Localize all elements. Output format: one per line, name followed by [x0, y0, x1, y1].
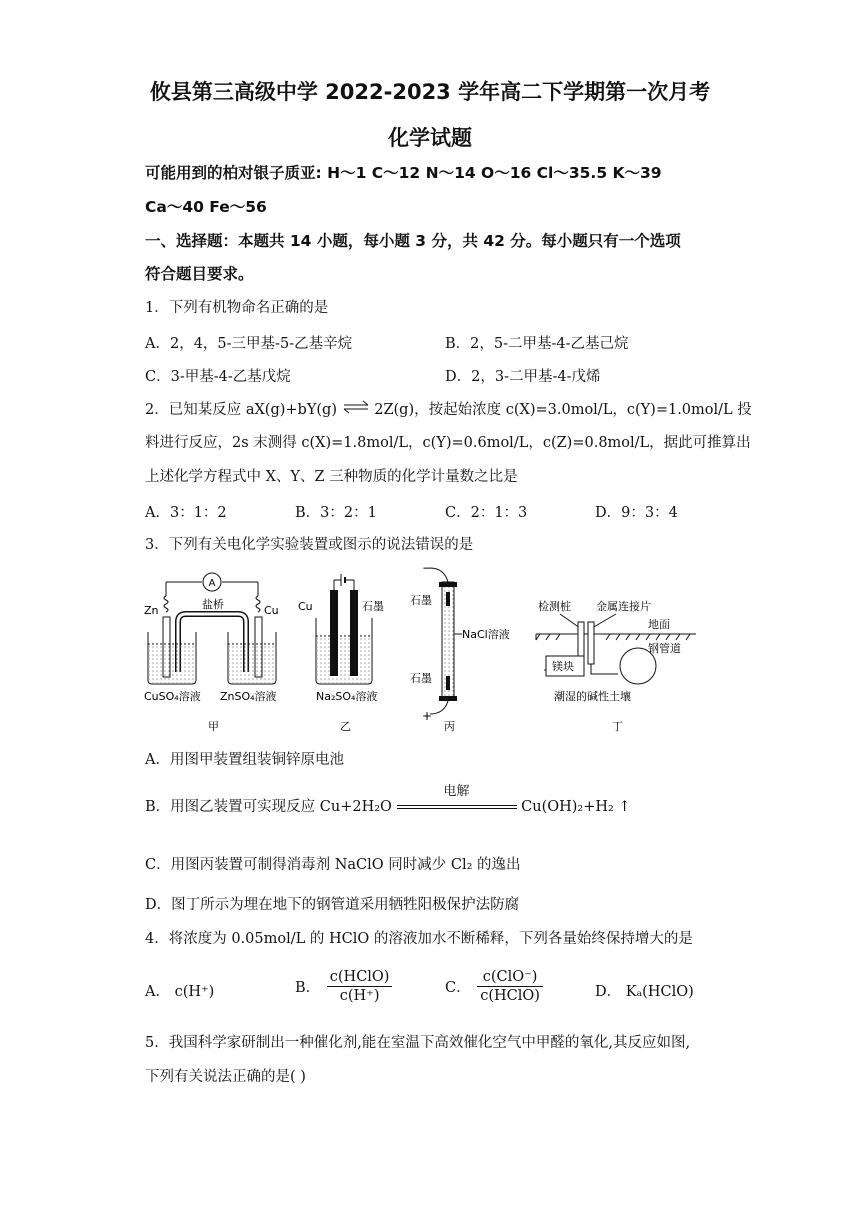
q4-d-label: D．	[595, 984, 622, 1000]
q3-option-d: D．图丁所示为埋在地下的钢管道采用牺牲阳极保护法防腐	[145, 897, 520, 913]
bing-graphite-bottom: 石墨	[410, 672, 432, 685]
q2-option-d: D．9：3：4	[595, 505, 678, 521]
section-1-heading: 一、选择题：本题共 14 小题，每小题 3 分，共 42 分。每小题只有一个选项	[145, 232, 681, 250]
section-1-heading-cont: 符合题目要求。	[145, 265, 254, 283]
figure-yi-label: 乙	[340, 720, 351, 733]
q4-c-denominator: c(HClO)	[480, 988, 540, 1004]
q4-b-fraction	[327, 968, 393, 1005]
figure-bing-label: 丙	[444, 720, 455, 733]
q3-option-b-text: B．用图乙装置可实现反应	[145, 799, 316, 815]
yi-graphite-label: 石墨	[362, 600, 384, 613]
q2-line-2: 料进行反应，2s 末测得 c(X)=1.8mol/L，c(Y)=0.6mol/L，c(Z)=0.8mol/L，据此可推算出	[145, 435, 751, 451]
figure-jia-label: 甲	[208, 720, 219, 733]
q5-line-1: 5．我国科学家研制出一种催化剂,能在室温下高效催化空气中甲醛的氧化,其反应如图,	[145, 1035, 691, 1051]
figure-jia	[144, 573, 279, 733]
q2-line-1	[145, 400, 752, 420]
cu-label: Cu	[264, 604, 279, 617]
reversible-arrow-icon	[342, 400, 370, 420]
q4-stem: 4．将浓度为 0.05mol/L 的 HClO 的溶液加水不断稀释，下列各量始终保持增大的是	[145, 931, 693, 947]
q4-option-c	[445, 968, 545, 1005]
q3-b-eq-right: Cu(OH)₂+H₂ ↑	[521, 799, 631, 815]
na2so4-label: Na₂SO₄溶液	[316, 690, 378, 703]
q1-option-c: C．3-甲基-4-乙基戊烷	[145, 369, 291, 385]
figure-ding	[536, 599, 696, 733]
connector-label: 金属连接片	[596, 600, 651, 613]
q4-option-b	[295, 968, 394, 1005]
q4-d-expr: Kₐ(HClO)	[625, 984, 694, 1000]
q3-option-a: A．用图甲装置组装铜锌原电池	[145, 752, 344, 768]
q3-b-eq-left: Cu+2H₂O	[319, 799, 392, 815]
nacl-label: NaCl溶液	[462, 628, 510, 641]
post-label: 检测桩	[538, 600, 571, 613]
q2-line-1a: 2．已知某反应 aX(g)+bY(g)	[145, 402, 337, 418]
figure-bing	[410, 562, 510, 733]
q4-option-d	[595, 980, 694, 1001]
znso4-label: ZnSO₄溶液	[220, 690, 277, 703]
q3-stem: 3．下列有关电化学实验装置或图示的说法错误的是	[145, 537, 474, 553]
bing-top-sign: −	[422, 562, 433, 575]
q4-option-a	[145, 980, 214, 1001]
figure-ding-label: 丁	[612, 720, 623, 733]
atomic-masses-line-1: 可能用到的柏对银子质亚: H～1 C～12 N～14 O～16 Cl～35.5 K～39	[145, 164, 662, 182]
page-subtitle: 化学试题	[388, 126, 472, 150]
electrolysis-label: 电解	[443, 784, 470, 799]
atomic-masses-line-2: Ca～40 Fe～56	[145, 198, 267, 216]
q4-b-label: B．	[295, 980, 321, 996]
ammeter-label: A	[208, 578, 216, 589]
q4-b-numerator: c(HClO)	[327, 968, 393, 987]
q4-c-label: C．	[445, 980, 471, 996]
page-title: 攸县第三高级中学 2022-2023 学年高二下学期第一次月考	[149, 80, 711, 104]
zn-label: Zn	[144, 604, 159, 617]
yi-cu-label: Cu	[298, 600, 313, 613]
q4-a-label: A．	[145, 984, 170, 1000]
bing-bottom-sign: +	[422, 709, 433, 723]
cuso4-label: CuSO₄溶液	[144, 690, 201, 703]
q2-option-a: A．3：1：2	[145, 505, 227, 521]
q1-option-a: A．2，4，5-三甲基-5-乙基辛烷	[145, 336, 353, 352]
q1-option-b: B．2，5-二甲基-4-乙基己烷	[445, 336, 629, 352]
q4-c-numerator: c(ClO⁻)	[477, 968, 543, 987]
q5-line-2: 下列有关说法正确的是( )	[145, 1069, 306, 1085]
q1-stem: 1．下列有机物命名正确的是	[145, 300, 329, 316]
figure-yi	[298, 574, 384, 733]
q2-option-c: C．2：1：3	[445, 505, 528, 521]
mg-label: 镁块	[552, 660, 574, 673]
q3-option-c: C．用图丙装置可制得消毒剂 NaClO 同时减少 Cl₂ 的逸出	[145, 857, 521, 873]
q1-option-d: D．2，3-二甲基-4-戊烯	[445, 369, 601, 385]
q2-option-b: B．3：2：1	[295, 505, 377, 521]
bing-graphite-top: 石墨	[410, 594, 432, 607]
ground-label: 地面	[648, 618, 670, 631]
soil-label: 潮湿的碱性土壤	[554, 690, 631, 703]
q4-c-fraction	[477, 968, 543, 1005]
electrolysis-arrow	[397, 784, 517, 812]
q3-option-b	[145, 784, 631, 817]
pipe-label: 钢管道	[648, 642, 681, 655]
q4-b-denominator: c(H⁺)	[339, 988, 380, 1004]
q2-line-1b: 2Z(g)，按起始浓度 c(X)=3.0mol/L，c(Y)=1.0mol/L 投	[374, 402, 752, 418]
q4-a-expr: c(H⁺)	[174, 984, 215, 1000]
q3-figure	[140, 562, 700, 742]
q2-line-3: 上述化学方程式中 X、Y、Z 三种物质的化学计量数之比是	[145, 469, 518, 485]
salt-bridge-label: 盐桥	[202, 598, 224, 611]
